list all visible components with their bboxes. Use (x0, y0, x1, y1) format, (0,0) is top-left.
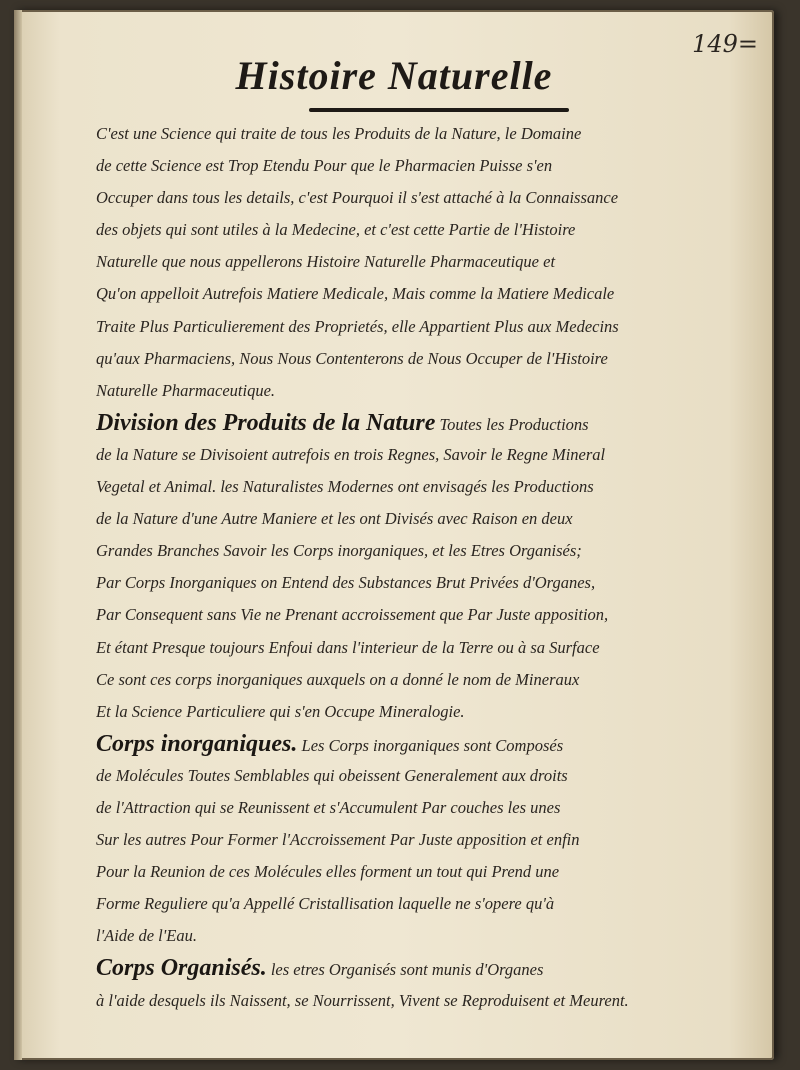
page-number: 149= (692, 30, 758, 58)
text-line (96, 888, 766, 920)
text-line (96, 182, 766, 214)
line-text: Qu'on appelloit Autrefois Matiere Medicale, Mais comme la Matiere Medicale (96, 284, 615, 304)
line-text: de la Nature d'une Autre Maniere et les ont Divisés avec Raison en deux (96, 509, 573, 529)
line-text: Naturelle Pharmaceutique. (96, 380, 276, 400)
text-line (96, 150, 766, 182)
text-line (96, 343, 766, 375)
line-text: de la Nature se Divisoient autrefois en trois Regnes, Savoir le Regne Mineral (96, 444, 606, 464)
line-text: des objets qui sont utiles à la Medecine, et c'est cette Partie de l'Histoire (96, 220, 576, 240)
line-text: Grandes Branches Savoir les Corps inorganiques, et les Etres Organisés; (96, 541, 582, 561)
text-line (96, 952, 766, 984)
line-text: Traite Plus Particulierement des Proprietés, elle Appartient Plus aux Medecins (96, 316, 619, 336)
line-text: Et étant Presque toujours Enfoui dans l'interieur de la Terre ou à sa Surface (96, 637, 600, 657)
line-text: à l'aide desquels ils Naissent, se Nourrissent, Vivent se Reproduisent et Meurent. (96, 990, 629, 1010)
line-text: Vegetal et Animal. les Naturalistes Modernes ont envisagés les Productions (96, 477, 594, 497)
text-line (96, 567, 766, 599)
text-line (96, 920, 766, 952)
text-line (96, 278, 766, 310)
line-text: Par Corps Inorganiques on Entend des Substances Brut Privées d'Organes, (96, 573, 596, 593)
text-line (96, 760, 766, 792)
section-heading: Division des Produits de la Nature (96, 409, 436, 436)
text-line (96, 696, 766, 728)
text-line (96, 311, 766, 343)
text-line (96, 503, 766, 535)
text-line (96, 407, 766, 439)
text-line (96, 439, 766, 471)
text-line (96, 824, 766, 856)
title-underline (309, 108, 569, 112)
page-binding-edge (14, 10, 22, 1060)
line-text: de l'Attraction qui se Reunissent et s'Accumulent Par couches les unes (96, 797, 561, 817)
manuscript-page (14, 10, 774, 1060)
line-text: Pour la Reunion de ces Molécules elles forment un tout qui Prend une (96, 862, 560, 882)
line-text: Naturelle que nous appellerons Histoire Naturelle Pharmaceutique et (96, 252, 556, 272)
line-text: Toutes les Productions (435, 414, 589, 434)
line-text: C'est une Science qui traite de tous les Produits de la Nature, le Domaine (96, 124, 582, 143)
line-text: Ce sont ces corps inorganiques auxquels on a donné le nom de Mineraux (96, 669, 580, 689)
text-line (96, 599, 766, 631)
line-text: les etres Organisés sont munis d'Organes (266, 960, 544, 980)
text-line (96, 535, 766, 567)
line-text: Occuper dans tous les details, c'est Pourquoi il s'est attaché à la Connaissance (96, 188, 619, 208)
text-line (96, 792, 766, 824)
line-text: Sur les autres Pour Former l'Accroissement Par Juste apposition et enfin (96, 830, 580, 850)
line-text: Par Consequent sans Vie ne Prenant accroissement que Par Juste apposition, (96, 605, 609, 625)
section-heading: Corps Organisés. (96, 955, 267, 982)
page-title: Histoire Naturelle (235, 53, 553, 98)
text-line (96, 632, 766, 664)
line-text: Forme Reguliere qu'a Appellé Cristallisation laquelle ne s'opere qu'à (96, 894, 555, 914)
text-line (96, 985, 766, 1017)
section-heading: Corps inorganiques. (96, 730, 298, 757)
line-text: Et la Science Particuliere qui s'en Occupe Mineralogie. (96, 701, 465, 721)
line-text: l'Aide de l'Eau. (96, 926, 197, 946)
text-line (96, 856, 766, 888)
text-line (96, 375, 766, 407)
text-line (96, 471, 766, 503)
text-line (96, 664, 766, 696)
manuscript-text-body (96, 118, 766, 1017)
line-text: qu'aux Pharmaciens, Nous Nous Contenterons de Nous Occuper de l'Histoire (96, 348, 608, 368)
text-line (96, 728, 766, 760)
text-line (96, 118, 766, 150)
line-text: Les Corps inorganiques sont Composés (297, 735, 564, 755)
text-line (96, 214, 766, 246)
line-text: de cette Science est Trop Etendu Pour que le Pharmacien Puisse s'en (96, 156, 553, 176)
text-line (96, 246, 766, 278)
line-text: de Molécules Toutes Semblables qui obeissent Generalement aux droits (96, 765, 568, 785)
